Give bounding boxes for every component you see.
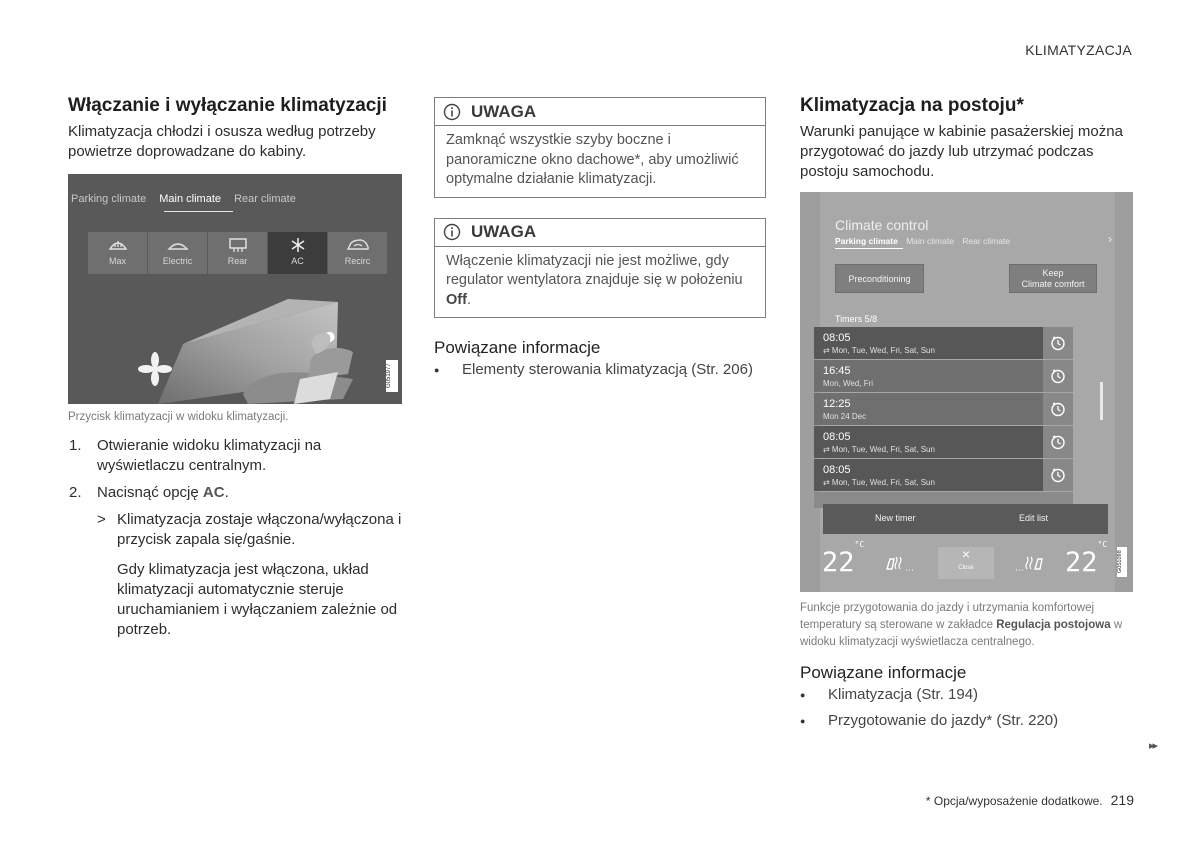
steps-list (68, 436, 403, 503)
note-text-post: . (466, 291, 471, 308)
rear-window-icon (228, 237, 248, 253)
note-text (435, 247, 765, 318)
timer-clock-icon (1050, 368, 1066, 384)
ac-button[interactable] (268, 232, 327, 274)
max-label: Max (108, 256, 126, 266)
step-text: Otwieranie widoku klimatyzacji na wyświetlaczu centralnym. (97, 437, 322, 474)
tab-parking-climate[interactable]: Parking climate (71, 193, 147, 205)
column-ac-on-off (68, 95, 403, 640)
timer-days: ⇄ Mon, Tue, Wed, Fri, Sat, Sun (823, 478, 935, 487)
timer-days: Mon, Wed, Fri (823, 379, 874, 388)
tab-rear-climate[interactable]: Rear climate (234, 193, 296, 205)
intro-text: Warunki panujące w kabinie pasażerskiej można przygotować do jazdy lub utrzymać podczas postoju samochodu. (800, 123, 1123, 180)
related-link[interactable]: ● Elementy sterowania klimatyzacją (Str. 206) (434, 360, 766, 380)
tab-main-climate[interactable]: Main climate (159, 193, 222, 205)
timer-list (814, 327, 1073, 492)
scrollbar[interactable] (1100, 382, 1103, 420)
temp-left-value: 22 (822, 547, 855, 578)
seat-heat-right-icon[interactable] (1015, 553, 1045, 573)
parking-climate-figure (800, 192, 1133, 592)
timer-clock-icon (1050, 467, 1066, 483)
related-link[interactable]: ● Przygotowanie do jazdy* (Str. 220) (800, 711, 1134, 731)
timer-actions-bar (823, 504, 1108, 534)
figure-caption (800, 600, 1134, 651)
max-defrost-button[interactable] (88, 232, 147, 274)
timer-clock-icon (1050, 434, 1066, 450)
recirc-button[interactable] (328, 232, 387, 274)
note-title: UWAGA (471, 222, 537, 241)
result-text: Klimatyzacja zostaje włączona/wyłączona i przycisk zapala się/gaśnie. (117, 511, 402, 548)
timer-days: ⇄ Mon, Tue, Wed, Fri, Sat, Sun (823, 346, 935, 355)
timer-toggle[interactable] (1043, 393, 1073, 425)
close-button[interactable]: × Close (938, 547, 994, 579)
keep-climate-comfort-button[interactable] (1009, 264, 1097, 293)
rear-defrost-button[interactable] (208, 232, 267, 274)
result-arrow: > (97, 511, 106, 528)
timer-toggle[interactable] (1043, 426, 1073, 458)
active-tab-indicator (164, 211, 233, 212)
temp-unit: °C (854, 540, 865, 549)
climate-comfort-label: Climate comfort (1021, 279, 1085, 289)
keep-label: Keep (1042, 268, 1064, 278)
timers-count: Timers 5/8 (835, 314, 878, 324)
tab-parking-climate[interactable]: Parking climate (835, 236, 898, 246)
section-title: Klimatyzacja na postoju* (800, 95, 1024, 116)
note-text-pre: Włączenie klimatyzacji nie jest możliwe, gdy regulator wentylatora znajduje się w położeniu (446, 252, 743, 288)
timer-clock-icon (1050, 401, 1066, 417)
page-number: 219 (1110, 792, 1134, 808)
related-title: Powiązane informacje (434, 338, 601, 357)
temp-left[interactable] (822, 540, 865, 578)
edit-list-button[interactable]: Edit list (1019, 513, 1049, 523)
climate-tabs (835, 236, 1016, 246)
electric-windshield-icon (167, 237, 189, 253)
temp-right-value: 22 (1065, 547, 1098, 578)
ac-label: AC (291, 256, 304, 266)
active-tab-indicator (835, 248, 903, 249)
timer-row[interactable] (814, 327, 1073, 359)
step-number: 1. (69, 437, 82, 454)
note-header (435, 219, 765, 247)
note-header (435, 98, 765, 126)
timer-toggle[interactable] (1043, 459, 1073, 491)
page-footer (926, 792, 1134, 808)
related-list (800, 685, 1134, 731)
related-list (434, 360, 766, 380)
section-title: Włączanie i wyłączanie klimatyzacji (68, 95, 387, 116)
note-title: UWAGA (471, 101, 537, 121)
timer-time: 08:05 (823, 464, 851, 476)
timer-row[interactable] (814, 360, 1073, 392)
intro-text: Klimatyzacja chłodzi i osusza według potrzeby powietrze doprowadzane do kabiny. (68, 123, 376, 160)
seat-heat-left-icon[interactable] (884, 553, 914, 573)
timer-toggle[interactable] (1043, 360, 1073, 392)
timer-time: 12:25 (823, 398, 851, 410)
timer-days: Mon 24 Dec (823, 412, 867, 421)
step-text-pre: Nacisnąć opcję (97, 484, 203, 501)
timer-days: ⇄ Mon, Tue, Wed, Fri, Sat, Sun (823, 445, 935, 454)
related-link[interactable]: ● Klimatyzacja (Str. 194) (800, 685, 1134, 705)
note-text-off: Off (446, 291, 467, 308)
rear-label: Rear (227, 256, 248, 266)
caption-post: w widoku klimatyzacji wyświetlacza centralnego. (800, 619, 1123, 648)
section-header: KLIMATYZACJA (1025, 42, 1132, 58)
figure-code: G051098 (1117, 547, 1127, 577)
footnote: * Opcja/wyposażenie dodatkowe. (925, 794, 1103, 808)
timer-time: 08:05 (823, 332, 851, 344)
max-defrost-icon (108, 237, 128, 253)
climate-button-row (88, 232, 388, 274)
figure-caption: Przycisk klimatyzacji w widoku klimatyzacji. (68, 411, 289, 423)
electric-defrost-button[interactable] (148, 232, 207, 274)
figure-code: G051977 (386, 360, 398, 392)
seat-fan-illustration (68, 174, 402, 404)
result-note: Gdy klimatyzacja jest włączona, układ klimatyzacji automatycznie steruje uruchamianiem i wyłączaniem zależnie od potrzeb. (117, 561, 398, 638)
snowflake-icon (289, 237, 307, 253)
recirc-label: Recirc (344, 256, 371, 266)
timer-row[interactable] (814, 459, 1073, 491)
climate-view-figure (68, 174, 402, 404)
tab-main-climate[interactable]: Main climate (906, 236, 954, 246)
timer-row[interactable] (814, 426, 1073, 458)
timer-clock-icon (1050, 335, 1066, 351)
temperature-bar (820, 540, 1115, 592)
tab-rear-climate[interactable]: Rear climate (962, 236, 1011, 246)
info-icon (443, 223, 461, 241)
step-result (68, 510, 403, 550)
step-number: 2. (69, 484, 82, 501)
step-2 (68, 483, 403, 503)
electric-label: Electric (162, 256, 193, 266)
screen-title: Climate control (835, 217, 929, 233)
note-text: Zamknąć wszystkie szyby boczne i panoramiczne okno dachowe*, aby umożliwić optymalne działanie klimatyzacji. (446, 132, 739, 187)
recirculation-icon (346, 237, 370, 253)
step-1 (68, 436, 403, 476)
timer-toggle[interactable] (1043, 327, 1073, 359)
info-icon (443, 103, 461, 121)
column-notes (434, 97, 766, 386)
timer-row[interactable] (814, 393, 1073, 425)
preconditioning-button[interactable]: Preconditioning (835, 264, 924, 293)
note-box (434, 218, 766, 319)
next-page-icon: ▸▸ (1149, 740, 1157, 752)
related-title: Powiązane informacje (800, 663, 967, 682)
caption-pre: Funkcje przygotowania do jazdy i utrzymania komfortowej temperatury są sterowane w zakładce (800, 602, 1095, 631)
column-parking-climate (800, 95, 1134, 737)
temp-right[interactable] (1065, 540, 1108, 578)
timer-time: 16:45 (823, 365, 851, 377)
note-box (434, 97, 766, 198)
chevron-right-icon[interactable]: › (1108, 232, 1112, 246)
caption-bold: Regulacja postojowa (996, 619, 1111, 631)
step-text-post: . (224, 484, 229, 501)
temp-unit: °C (1097, 540, 1108, 549)
climate-tabs (71, 193, 306, 205)
new-timer-button[interactable]: New timer (875, 513, 916, 523)
step-text-ac: AC (202, 484, 225, 501)
close-label: Close (958, 565, 974, 571)
timer-time: 08:05 (823, 431, 851, 443)
